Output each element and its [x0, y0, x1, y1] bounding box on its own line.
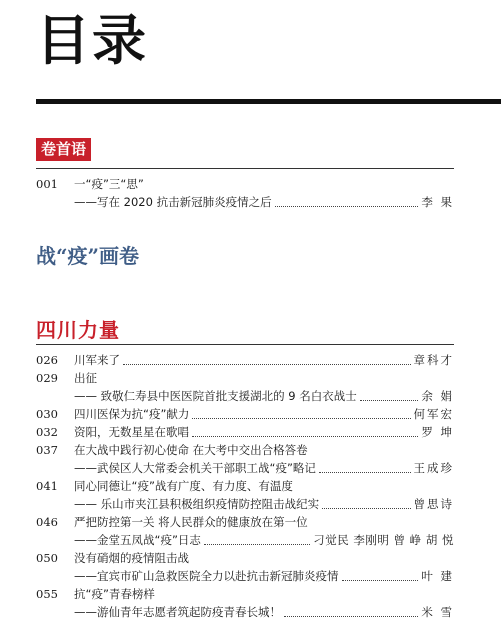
- toc-entry-subtitle[interactable]: [36, 603, 454, 621]
- toc-entry-subtitle[interactable]: [36, 387, 454, 405]
- entry-title: 抗“疫”青春榜样: [74, 587, 155, 601]
- section-title-sichuan: 四川力量: [36, 318, 120, 342]
- dot-leader: [360, 392, 419, 401]
- toc-entry-subtitle[interactable]: [36, 567, 454, 585]
- toc-entry[interactable]: [36, 513, 454, 531]
- toc-entry[interactable]: [36, 405, 454, 423]
- dot-leader: [342, 572, 419, 581]
- entry-title: 资阳，无数星星在歌唱: [74, 425, 189, 439]
- preface-entries: [36, 175, 454, 211]
- page-title: 目录: [36, 9, 148, 72]
- entry-title: 严把防控第一关 将人民群众的健康放在第一位: [74, 515, 308, 529]
- toc-entry-subtitle[interactable]: [36, 193, 454, 211]
- entry-title: 没有硝烟的疫情阻击战: [74, 551, 189, 565]
- toc-entry-subtitle[interactable]: [36, 459, 454, 477]
- page-number: 030: [36, 407, 58, 421]
- dot-leader: [275, 198, 419, 207]
- entry-author: 曾思诗: [413, 497, 454, 511]
- sichuan-divider: [36, 344, 454, 345]
- toc-entry[interactable]: [36, 549, 454, 567]
- entry-author: 章科才: [413, 353, 454, 367]
- entry-subtitle: ——金堂五凤战“疫”日志: [74, 533, 201, 547]
- sichuan-entries: [36, 351, 454, 621]
- dot-leader: [204, 536, 310, 545]
- page-number: 055: [36, 587, 58, 601]
- title-divider: [36, 99, 501, 104]
- entry-title: 同心同德让“疫”战有广度、有力度、有温度: [74, 479, 293, 493]
- entry-title: 四川医保为抗“疫”献力: [74, 407, 190, 421]
- entry-subtitle: —— 乐山市夹江县积极组织疫情防控阻击战纪实: [74, 497, 320, 511]
- entry-author: 刁觉民 李刚明 曾 峥 胡 悦: [313, 533, 454, 547]
- entry-subtitle: ——宜宾市矿山急救医院全力以赴抗击新冠肺炎疫情: [74, 569, 339, 583]
- entry-subtitle: ——武侯区人大常委会机关干部职工战“疫”略记: [74, 461, 316, 475]
- preface-badge: 卷首语: [36, 138, 91, 161]
- page-number: 029: [36, 371, 58, 385]
- entry-title: 在大战中践行初心使命 在大考中交出合格答卷: [74, 443, 308, 457]
- dot-leader: [319, 464, 411, 473]
- entry-subtitle: ——游仙青年志愿者筑起防疫青春长城！: [74, 605, 281, 619]
- entry-author: 叶 建: [421, 569, 454, 583]
- entry-author: 罗 坤: [421, 425, 454, 439]
- entry-author: 李 果: [421, 195, 454, 209]
- dot-leader: [322, 500, 410, 509]
- dot-leader: [123, 356, 411, 365]
- toc-entry[interactable]: [36, 369, 454, 387]
- toc-entry[interactable]: [36, 351, 454, 369]
- entry-author: 王成珍: [413, 461, 454, 475]
- dot-leader: [192, 410, 410, 419]
- entry-title: 一“疫”三“思”: [74, 177, 144, 191]
- entry-subtitle: —— 致敬仁寿县中医医院首批支援湖北的 9 名白衣战士: [74, 389, 357, 403]
- page-number: 037: [36, 443, 58, 457]
- dot-leader: [284, 608, 418, 617]
- page-number: 041: [36, 479, 58, 493]
- toc-entry-subtitle[interactable]: [36, 495, 454, 513]
- toc-entry[interactable]: [36, 175, 454, 193]
- dot-leader: [192, 428, 418, 437]
- page-number: 032: [36, 425, 58, 439]
- entry-author: 米 雪: [421, 605, 454, 619]
- entry-title: 川军来了: [74, 353, 120, 367]
- preface-divider: [36, 168, 454, 169]
- page-number: 026: [36, 353, 58, 367]
- toc-entry[interactable]: [36, 477, 454, 495]
- toc-entry[interactable]: [36, 441, 454, 459]
- page-number: 050: [36, 551, 58, 565]
- entry-subtitle: ——写在 2020 抗击新冠肺炎疫情之后: [74, 195, 272, 209]
- toc-entry[interactable]: [36, 423, 454, 441]
- entry-author: 余 娟: [421, 389, 454, 403]
- toc-entry-subtitle[interactable]: [36, 531, 454, 549]
- entry-title: 出征: [74, 371, 97, 385]
- page-number: 046: [36, 515, 58, 529]
- page-number: 001: [36, 177, 58, 191]
- toc-entry[interactable]: [36, 585, 454, 603]
- entry-author: 何军宏: [413, 407, 454, 421]
- section-title-gallery[interactable]: 战“疫”画卷: [36, 244, 140, 268]
